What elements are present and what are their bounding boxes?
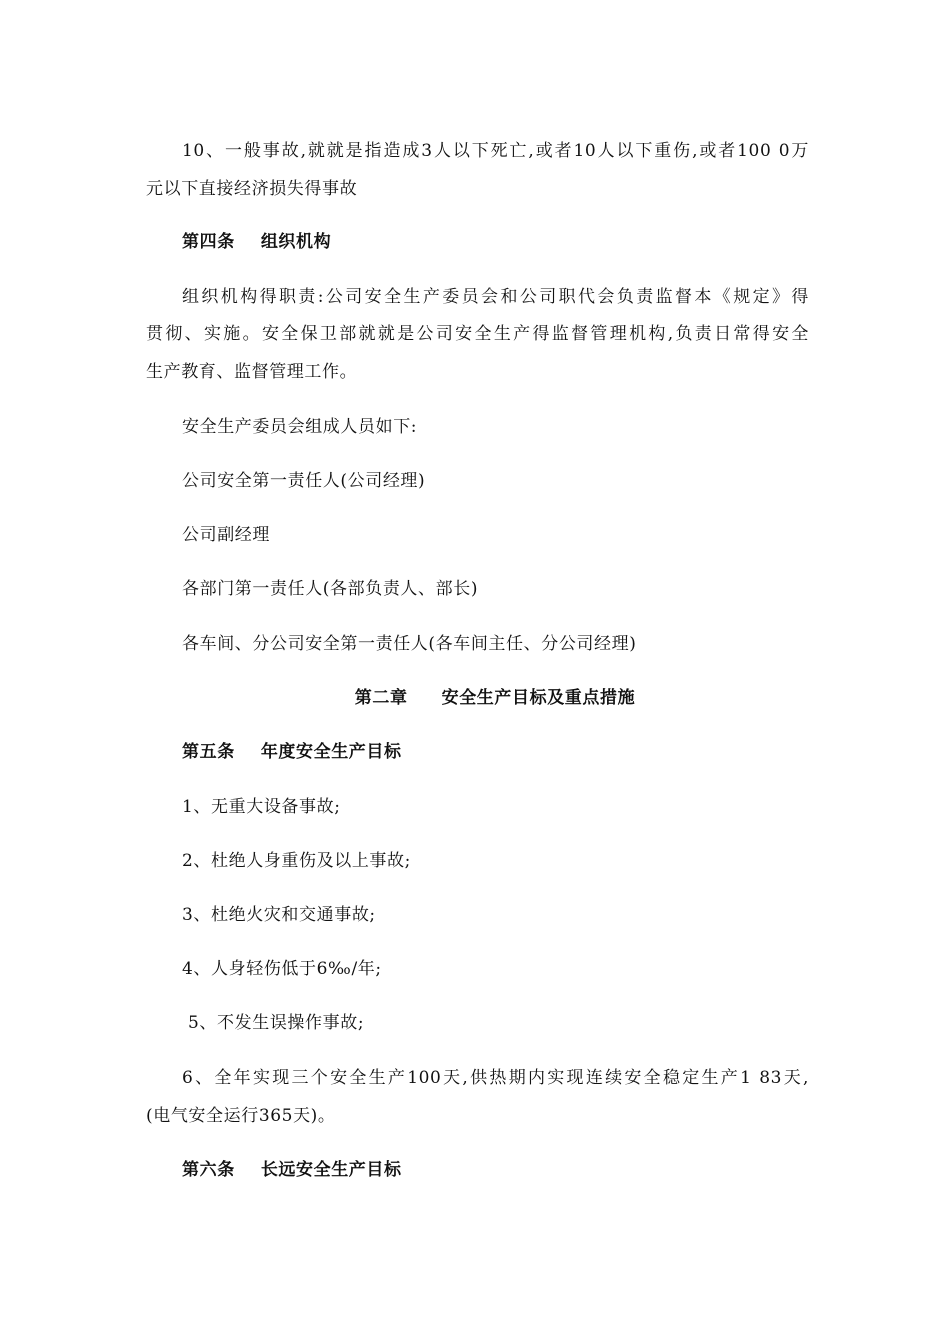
article-4-title: 组织机构 [260,232,332,252]
chapter-2-number: 第二章 [354,688,408,708]
goal-item-2: 2、杜绝人身重伤及以上事故; [182,851,411,871]
goal-item-5: 5、不发生误操作事故; [182,1013,365,1033]
paragraph-10-line-1: 10、一般事故,就就是指造成3人以下死亡,或者10人以下重伤,或者100 0万 [182,141,809,161]
org-paragraph-line-3: 生产教育、监督管理工作。 [146,362,358,382]
goal-item-6-line-1: 6、全年实现三个安全生产100天,供热期内实现连续安全稳定生产1 83天, [182,1068,809,1088]
article-6-heading [182,1160,402,1180]
article-6-number: 第六条 [182,1160,235,1180]
committee-member-3: 各部门第一责任人(各部负责人、部长) [182,579,479,599]
committee-member-1: 公司安全第一责任人(公司经理) [182,471,426,491]
committee-member-2: 公司副经理 [182,525,270,545]
article-4-heading [182,232,331,252]
paragraph-10-line-2: 元以下直接经济损失得事故 [146,179,358,199]
article-5-heading [182,742,402,762]
committee-member-4: 各车间、分公司安全第一责任人(各车间主任、分公司经理) [182,634,637,654]
goal-item-1: 1、无重大设备事故; [182,797,341,817]
chapter-2-heading [0,688,950,708]
article-5-title: 年度安全生产目标 [260,742,402,762]
article-6-title: 长远安全生产目标 [260,1160,402,1180]
goal-item-3: 3、杜绝火灾和交通事故; [182,905,376,925]
goal-item-6-line-2: (电气安全运行365天)。 [146,1106,336,1126]
chapter-2-title: 安全生产目标及重点措施 [441,688,636,708]
org-paragraph-line-2: 贯彻、实施。安全保卫部就就是公司安全生产得监督管理机构,负责日常得安全 [146,324,809,344]
committee-intro: 安全生产委员会组成人员如下: [182,417,418,437]
org-paragraph-line-1: 组织机构得职责:公司安全生产委员会和公司职代会负责监督本《规定》得 [182,287,809,307]
article-4-number: 第四条 [182,232,235,252]
goal-item-4: 4、人身轻伤低于6‰/年; [182,959,382,979]
article-5-number: 第五条 [182,742,235,762]
